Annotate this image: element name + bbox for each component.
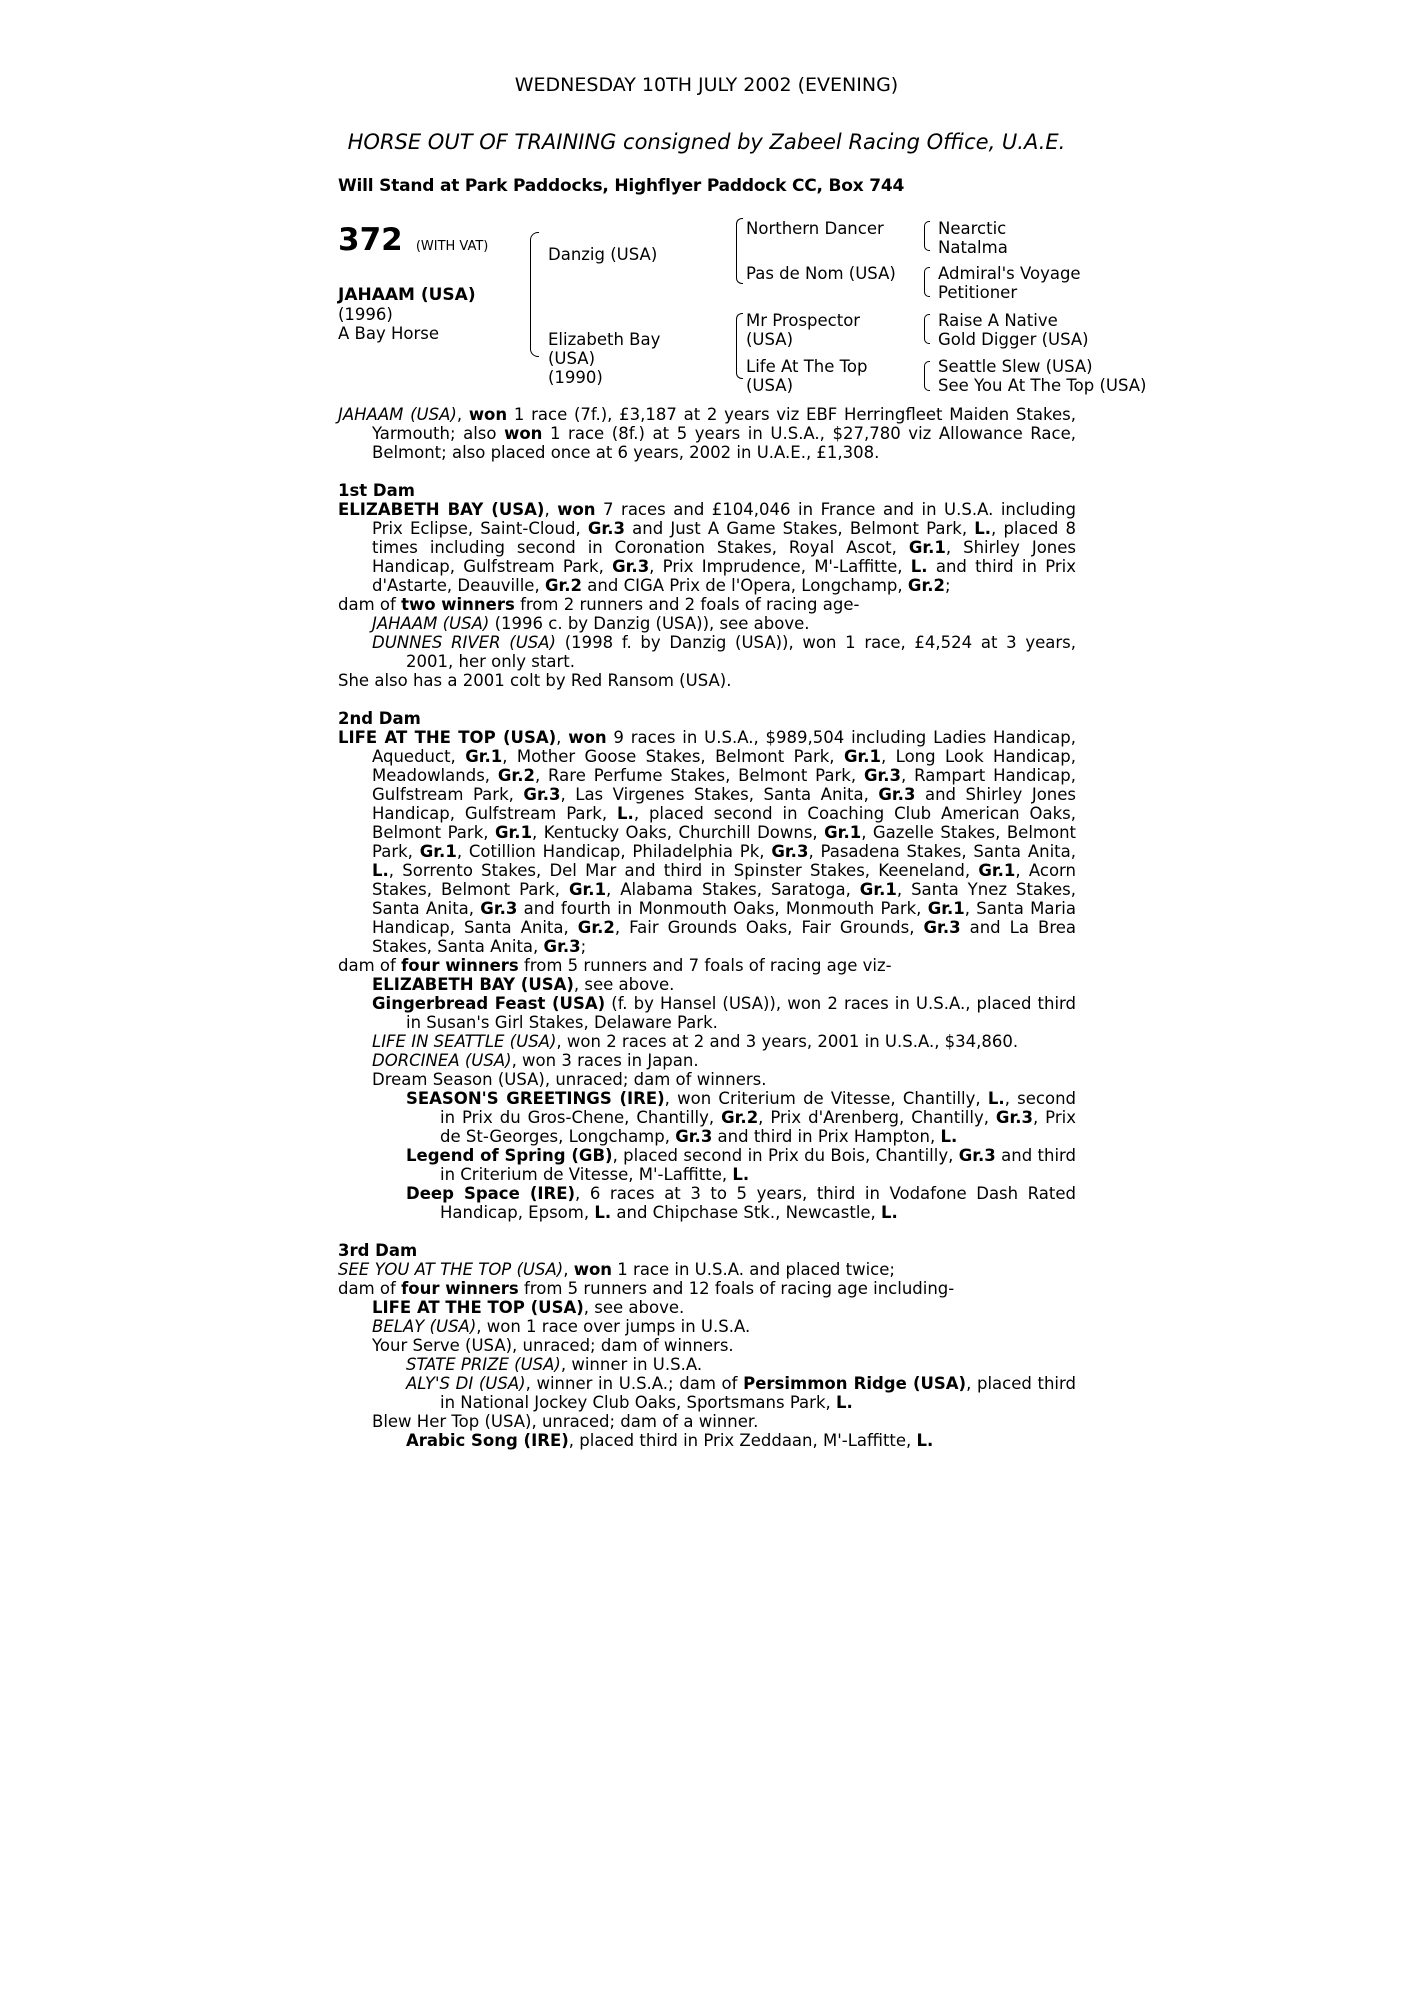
pedigree-sdd: Petitioner bbox=[938, 283, 1018, 302]
grade-badge: Gr.1 bbox=[465, 747, 503, 766]
pedigree-dam-line3: (1990) bbox=[548, 368, 603, 387]
grade-badge: Gr.3 bbox=[587, 519, 625, 538]
offspring-text: (1998 f. by Danzig (USA)), won 1 race, £4,524 at 3 years, 2001, her only start. bbox=[406, 633, 1077, 671]
vat-label: (WITH VAT) bbox=[415, 239, 489, 254]
offspring-name: ELIZABETH BAY (USA) bbox=[372, 975, 574, 994]
offspring-text: , won 1 race over jumps in U.S.A. bbox=[476, 1317, 751, 1336]
stand-location: Will Stand at Park Paddocks, Highflyer Paddock CC, Box 744 bbox=[338, 176, 905, 196]
offspring-text: , placed second in Prix du Bois, Chantilly, bbox=[612, 1146, 959, 1165]
grade-badge: Gr.3 bbox=[612, 557, 650, 576]
record-text: , Acorn Stakes, Belmont Park, bbox=[372, 861, 1076, 899]
offspring-text: , see above. bbox=[573, 975, 675, 994]
pedigree-brace-dd bbox=[924, 361, 930, 391]
sale-date: WEDNESDAY 10TH JULY 2002 (EVENING) bbox=[514, 74, 899, 96]
third-dam-record: SEE YOU AT THE TOP (USA), won 1 race in U.S.A. and placed twice; bbox=[338, 1260, 895, 1279]
race-record: JAHAAM (USA), won 1 race (7f.), £3,187 at 2 years viz EBF Herringfleet Maiden Stakes, Yarmouth; also won 1 race (8f.) at 5 years in U.S.A., $27,780 viz Allowance Race, Belmont; also placed once at 6 years, 2002 in U.A.E., £1,308. bbox=[338, 405, 1076, 462]
grade-badge: L. bbox=[881, 1203, 898, 1222]
record-text: ; bbox=[944, 576, 951, 595]
offspring-name: Gingerbread Feast (USA) bbox=[372, 994, 606, 1013]
grade-badge: Gr.1 bbox=[843, 747, 882, 766]
winners-count: four winners bbox=[401, 956, 519, 975]
grade-badge: Gr.2 bbox=[721, 1108, 759, 1127]
offspring-entry bbox=[338, 1317, 1076, 1336]
second-dam-name: LIFE AT THE TOP (USA) bbox=[338, 728, 557, 747]
pedigree-dds: Seattle Slew (USA) bbox=[938, 357, 1093, 376]
offspring-text: and third in Criterium de Vitesse, M'-Laffitte, bbox=[440, 1146, 1076, 1184]
record-text: , Pasadena Stakes, Santa Anita, bbox=[808, 842, 1076, 861]
record-text: 7 races and £104,046 in France and in U.S.A. including Prix Eclipse, Saint-Cloud, bbox=[372, 500, 1076, 538]
offspring-entry bbox=[338, 1032, 1076, 1051]
offspring-name: LIFE IN SEATTLE (USA) bbox=[372, 1032, 557, 1051]
pedigree-ssd: Natalma bbox=[938, 238, 1008, 257]
pedigree-dss: Raise A Native bbox=[938, 311, 1058, 330]
grade-badge: L. bbox=[987, 1089, 1005, 1108]
offspring-entry bbox=[338, 1298, 1076, 1317]
race-record-text: 1 race (7f.), £3,187 at 2 years viz EBF Herringfleet Maiden Stakes, Yarmouth; also bbox=[372, 405, 1076, 443]
pedigree-ddd: See You At The Top (USA) bbox=[938, 376, 1147, 395]
lot-number: 372 bbox=[338, 222, 403, 258]
record-text: 1 race in U.S.A. and placed twice; bbox=[612, 1260, 895, 1279]
pedigree-brace-dam bbox=[736, 313, 743, 379]
grade-badge: Gr.3 bbox=[863, 766, 902, 785]
record-text: , Kentucky Oaks, Churchill Downs, bbox=[532, 823, 825, 842]
pedigree-sire-dam: Pas de Nom (USA) bbox=[746, 264, 896, 283]
offspring-text: and third in Prix Hampton, bbox=[712, 1127, 941, 1146]
horse-description: A Bay Horse bbox=[338, 324, 440, 343]
dam-of-text: from 5 runners and 12 foals of racing age including- bbox=[518, 1279, 955, 1298]
offspring-text: , won 2 races at 2 and 3 years, 2001 in U.S.A., $34,860. bbox=[556, 1032, 1019, 1051]
first-dam-heading: 1st Dam bbox=[338, 481, 415, 500]
first-dam-produce bbox=[338, 595, 1076, 614]
offspring-entry: Your Serve (USA), unraced; dam of winners. bbox=[372, 1336, 734, 1355]
grand-offspring-entry bbox=[338, 1089, 1076, 1146]
record-text: , Cotillion Handicap, Philadelphia Pk, bbox=[456, 842, 772, 861]
offspring-name: BELAY (USA) bbox=[372, 1317, 477, 1336]
won-label: won bbox=[573, 1260, 613, 1279]
first-dam-record: ELIZABETH BAY (USA), won 7 races and £104,046 in France and in U.S.A. including Prix Eclipse, Saint-Cloud, Gr.3 and Just A Game Stakes, Belmont Park, L., placed 8 times including second in Coronation Stakes, Royal Ascot, Gr.1, Shirley Jones Handicap, Gulfstream Park, Gr.3, Prix Imprudence, M'-Laffitte, L. and third in Prix d'Astarte, Deauville, Gr.2 and CIGA Prix de l'Opera, Longchamp, Gr.2; bbox=[338, 500, 1077, 595]
offspring-name: JAHAAM (USA) bbox=[372, 614, 490, 633]
offspring-text: , 6 races at 3 to 5 years, third in Vodafone Dash Rated Handicap, Epsom, bbox=[440, 1184, 1076, 1222]
third-dam-heading: 3rd Dam bbox=[338, 1241, 418, 1260]
pedigree-dam-dam-line1: Life At The Top bbox=[746, 357, 868, 376]
great-offspring-name: Persimmon Ridge (USA) bbox=[743, 1374, 967, 1393]
grand-offspring-entry bbox=[338, 1374, 1076, 1412]
grade-badge: L. bbox=[974, 519, 992, 538]
grand-offspring-name: Arabic Song (IRE) bbox=[406, 1431, 569, 1450]
grade-badge: Gr.3 bbox=[923, 918, 961, 937]
dam-of-text: dam of bbox=[338, 595, 402, 614]
dam-of-text: dam of bbox=[338, 956, 402, 975]
record-text: and La Brea Stakes, Santa Anita, bbox=[372, 918, 1076, 956]
record-text: , Rampart Handicap, Gulfstream Park, bbox=[372, 766, 1077, 804]
grade-badge: Gr.2 bbox=[907, 576, 945, 595]
pedigree-sire: Danzig (USA) bbox=[548, 245, 658, 264]
record-text: , Sorrento Stakes, Del Mar and third in Spinster Stakes, Keeneland, bbox=[388, 861, 979, 880]
record-text: 9 races in U.S.A., $989,504 including Ladies Handicap, Aqueduct, bbox=[372, 728, 1076, 766]
pedigree-brace-main bbox=[530, 232, 539, 357]
grand-offspring-entry bbox=[338, 1146, 1076, 1184]
offspring-name: DUNNES RIVER (USA) bbox=[372, 633, 556, 652]
record-text: , Fair Grounds Oaks, Fair Grounds, bbox=[614, 918, 924, 937]
offspring-entry bbox=[338, 633, 1076, 671]
grade-badge: L. bbox=[372, 861, 389, 880]
pedigree-sire-sire: Northern Dancer bbox=[746, 219, 884, 238]
grand-offspring-name: Deep Space (IRE) bbox=[406, 1184, 576, 1203]
grade-badge: L. bbox=[594, 1203, 612, 1222]
record-text: and fourth in Monmouth Oaks, Monmouth Park, bbox=[517, 899, 928, 918]
grade-badge: L. bbox=[916, 1431, 934, 1450]
grade-badge: Gr.2 bbox=[497, 766, 535, 785]
offspring-name: LIFE AT THE TOP (USA) bbox=[372, 1298, 584, 1317]
second-dam-produce bbox=[338, 956, 1076, 975]
grade-badge: L. bbox=[617, 804, 634, 823]
grade-badge: L. bbox=[836, 1393, 853, 1412]
record-text: , placed second in Coaching Club American Oaks, Belmont Park, bbox=[372, 804, 1076, 842]
record-text: , Santa Ynez Stakes, Santa Anita, bbox=[372, 880, 1076, 918]
won-label: won bbox=[568, 728, 607, 747]
grade-badge: L. bbox=[732, 1165, 750, 1184]
offspring-text: , Prix d'Arenberg, Chantilly, bbox=[758, 1108, 996, 1127]
race-record-text: 1 race (8f.) at 5 years in U.S.A., $27,780 viz Allowance Race, Belmont; also placed once at 6 years, 2002 in U.A.E., £1,308. bbox=[372, 424, 1076, 462]
offspring-text: , winner in U.S.A. bbox=[560, 1355, 703, 1374]
catalogue-body bbox=[338, 405, 1076, 1450]
record-text: , Las Virgenes Stakes, Santa Anita, bbox=[560, 785, 879, 804]
record-text: and Just A Game Stakes, Belmont Park, bbox=[624, 519, 975, 538]
offspring-entry bbox=[338, 1051, 1076, 1070]
grade-badge: Gr.3 bbox=[523, 785, 561, 804]
offspring-text: (1996 c. by Danzig (USA)), see above. bbox=[489, 614, 810, 633]
grade-badge: Gr.3 bbox=[958, 1146, 996, 1165]
pedigree-dam-line2: (USA) bbox=[548, 349, 596, 368]
grand-offspring-entry bbox=[338, 1431, 1076, 1450]
offspring-entry bbox=[338, 994, 1076, 1032]
offspring-entry bbox=[338, 975, 1076, 994]
pedigree-brace-sd bbox=[924, 267, 930, 297]
horse-name: JAHAAM (USA) bbox=[338, 285, 476, 305]
pedigree-dam-sire-line2: (USA) bbox=[746, 330, 794, 349]
offspring-text: , see above. bbox=[583, 1298, 685, 1317]
grade-badge: Gr.3 bbox=[480, 899, 518, 918]
pedigree-brace-ds bbox=[924, 314, 930, 344]
grade-badge: Gr.1 bbox=[927, 899, 965, 918]
record-text: , Prix Imprudence, M'-Laffitte, bbox=[649, 557, 911, 576]
grand-offspring-name: STATE PRIZE (USA) bbox=[406, 1355, 561, 1374]
grade-badge: Gr.1 bbox=[978, 861, 1016, 880]
pedigree-brace-ss bbox=[924, 221, 930, 251]
grade-badge: L. bbox=[940, 1127, 958, 1146]
offspring-entry: Blew Her Top (USA), unraced; dam of a winner. bbox=[372, 1412, 759, 1431]
record-text: , Shirley Jones Handicap, Gulfstream Park, bbox=[372, 538, 1077, 576]
record-text: , Long Look Handicap, Meadowlands, bbox=[372, 747, 1076, 785]
dam-of-text: from 2 runners and 2 foals of racing age- bbox=[514, 595, 860, 614]
grade-badge: Gr.2 bbox=[544, 576, 583, 595]
winners-count: four winners bbox=[401, 1279, 519, 1298]
record-text: and CIGA Prix de l'Opera, Longchamp, bbox=[582, 576, 908, 595]
offspring-entry bbox=[338, 614, 1076, 633]
pedigree-dam-sire-line1: Mr Prospector bbox=[746, 311, 861, 330]
grade-badge: Gr.1 bbox=[494, 823, 533, 842]
record-text: and Shirley Jones Handicap, Gulfstream Park, bbox=[372, 785, 1076, 823]
won-label: won bbox=[504, 424, 543, 443]
second-dam-record: LIFE AT THE TOP (USA), won 9 races in U.S.A., $989,504 including Ladies Handicap, Aqueduct, Gr.1, Mother Goose Stakes, Belmont Park, Gr.1, Long Look Handicap, Meadowlands, Gr.2, Rare Perfume Stakes, Belmont Park, Gr.3, Rampart Handicap, Gulfstream Park, Gr.3, Las Virgenes Stakes, Santa Anita, Gr.3 and Shirley Jones Handicap, Gulfstream Park, L., placed second in Coaching Club American Oaks, Belmont Park, Gr.1, Kentucky Oaks, Churchill Downs, Gr.1, Gazelle Stakes, Belmont Park, Gr.1, Cotillion Handicap, Philadelphia Pk, Gr.3, Pasadena Stakes, Santa Anita, L., Sorrento Stakes, Del Mar and third in Spinster Stakes, Keeneland, Gr.1, Acorn Stakes, Belmont Park, Gr.1, Alabama Stakes, Saratoga, Gr.1, Santa Ynez Stakes, Santa Anita, Gr.3 and fourth in Monmouth Oaks, Monmouth Park, Gr.1, Santa Maria Handicap, Santa Anita, Gr.2, Fair Grounds Oaks, Fair Grounds, Gr.3 and La Brea Stakes, Santa Anita, Gr.3; bbox=[338, 728, 1077, 956]
grade-badge: Gr.3 bbox=[995, 1108, 1033, 1127]
grade-badge: Gr.1 bbox=[568, 880, 607, 899]
grade-badge: Gr.1 bbox=[419, 842, 457, 861]
grade-badge: Gr.3 bbox=[878, 785, 916, 804]
race-record-horse: JAHAAM (USA) bbox=[338, 405, 457, 424]
record-text: , Gazelle Stakes, Belmont Park, bbox=[372, 823, 1076, 861]
third-dam-name: SEE YOU AT THE TOP (USA) bbox=[338, 1260, 564, 1279]
offspring-text: (f. by Hansel (USA)), won 2 races in U.S.A., placed third in Susan's Girl Stakes, Delaware Park. bbox=[406, 994, 1076, 1032]
grade-badge: Gr.3 bbox=[675, 1127, 713, 1146]
pedigree-dsd: Gold Digger (USA) bbox=[938, 330, 1089, 349]
first-dam-name: ELIZABETH BAY (USA) bbox=[338, 500, 545, 519]
offspring-text: , placed third in National Jockey Club Oaks, Sportsmans Park, bbox=[440, 1374, 1076, 1412]
offspring-text: , won Criterium de Vitesse, Chantilly, bbox=[664, 1089, 988, 1108]
horse-year: (1996) bbox=[338, 305, 393, 324]
grade-badge: Gr.1 bbox=[859, 880, 897, 899]
offspring-name: DORCINEA (USA) bbox=[372, 1051, 512, 1070]
record-text: ; bbox=[580, 937, 587, 956]
offspring-text: , placed third in Prix Zeddaan, M'-Laffitte, bbox=[568, 1431, 917, 1450]
record-text: , placed 8 times including second in Coronation Stakes, Royal Ascot, bbox=[372, 519, 1076, 557]
first-dam-note: She also has a 2001 colt by Red Ransom (USA). bbox=[338, 671, 732, 690]
dam-of-text: from 5 runners and 7 foals of racing age viz- bbox=[518, 956, 892, 975]
record-text: , Mother Goose Stakes, Belmont Park, bbox=[502, 747, 844, 766]
grade-badge: L. bbox=[910, 557, 928, 576]
record-text: and third in Prix d'Astarte, Deauville, bbox=[372, 557, 1076, 595]
won-label: won bbox=[468, 405, 508, 424]
grand-offspring-entry bbox=[338, 1184, 1076, 1222]
winners-count: two winners bbox=[401, 595, 515, 614]
grade-badge: Gr.2 bbox=[577, 918, 615, 937]
offspring-text: , second in Prix du Gros-Chene, Chantilly, bbox=[440, 1089, 1077, 1127]
grade-badge: Gr.3 bbox=[771, 842, 809, 861]
grade-badge: Gr.1 bbox=[908, 538, 946, 557]
offspring-entry: Dream Season (USA), unraced; dam of winners. bbox=[372, 1070, 767, 1089]
grand-offspring-name: Legend of Spring (GB) bbox=[406, 1146, 613, 1165]
lot-heading bbox=[338, 222, 488, 258]
grand-offspring-name: ALY'S DI (USA) bbox=[406, 1374, 526, 1393]
pedigree-sss: Nearctic bbox=[938, 219, 1007, 238]
pedigree-dam-line1: Elizabeth Bay bbox=[548, 330, 661, 349]
grade-badge: Gr.3 bbox=[543, 937, 581, 956]
pedigree-sds: Admiral's Voyage bbox=[938, 264, 1081, 283]
consignor-line: HORSE OUT OF TRAINING consigned by Zabeel Racing Office, U.A.E. bbox=[347, 130, 1066, 154]
third-dam-produce bbox=[338, 1279, 1076, 1298]
grand-offspring-entry bbox=[338, 1355, 1076, 1374]
record-text: , Santa Maria Handicap, Santa Anita, bbox=[372, 899, 1076, 937]
record-text: , Alabama Stakes, Saratoga, bbox=[606, 880, 860, 899]
grand-offspring-name: SEASON'S GREETINGS (IRE) bbox=[406, 1089, 665, 1108]
offspring-text: , winner in U.S.A.; dam of bbox=[525, 1374, 744, 1393]
second-dam-heading: 2nd Dam bbox=[338, 709, 421, 728]
pedigree-brace-sire bbox=[736, 218, 743, 284]
offspring-text: , won 3 races in Japan. bbox=[511, 1051, 699, 1070]
offspring-text: and Chipchase Stk., Newcastle, bbox=[611, 1203, 882, 1222]
offspring-text: , Prix de St-Georges, Longchamp, bbox=[440, 1108, 1076, 1146]
won-label: won bbox=[557, 500, 596, 519]
dam-of-text: dam of bbox=[338, 1279, 402, 1298]
pedigree-dam-dam-line2: (USA) bbox=[746, 376, 794, 395]
record-text: , Rare Perfume Stakes, Belmont Park, bbox=[534, 766, 864, 785]
grade-badge: Gr.1 bbox=[824, 823, 862, 842]
